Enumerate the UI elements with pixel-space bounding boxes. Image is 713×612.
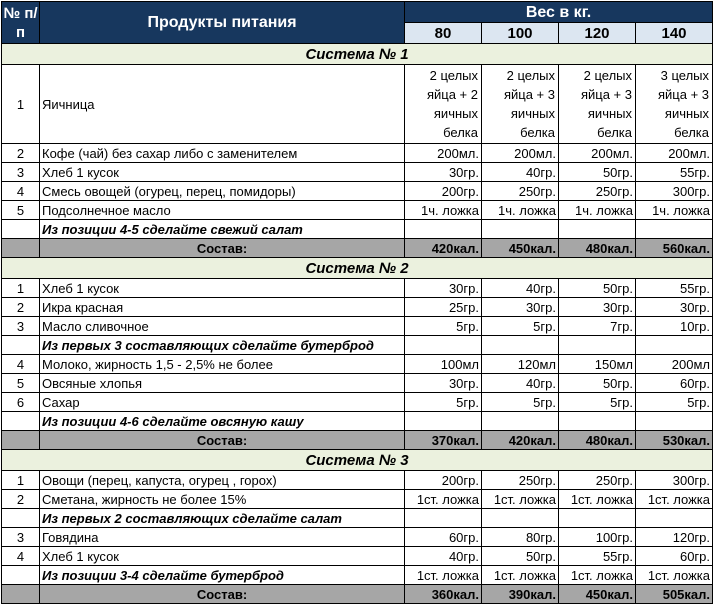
weight-value [482, 509, 559, 528]
row-number: 1 [2, 279, 40, 298]
row-number: 4 [2, 182, 40, 201]
product-name: Яичница [40, 65, 405, 144]
row-number-empty [2, 412, 40, 431]
weight-value [482, 336, 559, 355]
table-body [2, 44, 713, 604]
table-row [2, 163, 713, 182]
system-title-row [2, 450, 713, 471]
weight-value: 1ч. ложка [405, 201, 482, 220]
weight-value: 120гр. [636, 528, 713, 547]
weight-value: 60гр. [636, 547, 713, 566]
instruction-text: Из первых 2 составляющих сделайте салат [40, 509, 405, 528]
total-label: Состав: [40, 239, 405, 258]
weight-value: 5гр. [636, 393, 713, 412]
row-number: 3 [2, 163, 40, 182]
weight-value: 200мл. [482, 144, 559, 163]
product-name: Подсолнечное масло [40, 201, 405, 220]
weight-value: 200мл. [559, 144, 636, 163]
calories-value: 505кал. [636, 585, 713, 604]
weight-value [636, 220, 713, 239]
weight-value: 100мл [405, 355, 482, 374]
row-number: 6 [2, 393, 40, 412]
total-row [2, 585, 713, 604]
weight-value: 5гр. [482, 393, 559, 412]
row-number: 2 [2, 490, 40, 509]
diet-table [1, 1, 713, 604]
weight-value: 10гр. [636, 317, 713, 336]
total-row [2, 239, 713, 258]
row-number-empty [2, 509, 40, 528]
header-weight-120: 120 [559, 23, 636, 44]
total-row [2, 431, 713, 450]
weight-value: 40гр. [482, 279, 559, 298]
row-number-empty [2, 220, 40, 239]
weight-value [405, 220, 482, 239]
calories-value: 420кал. [405, 239, 482, 258]
calories-value: 360кал. [405, 585, 482, 604]
weight-value: 1ч. ложка [636, 201, 713, 220]
instruction-text: Из позиции 3-4 сделайте бутерброд [40, 566, 405, 585]
product-name: Хлеб 1 кусок [40, 163, 405, 182]
table-row [2, 471, 713, 490]
instruction-row [2, 336, 713, 355]
weight-value: 5гр. [482, 317, 559, 336]
weight-value: 55гр. [636, 163, 713, 182]
row-number-empty [2, 431, 40, 450]
product-name: Масло сливочное [40, 317, 405, 336]
instruction-text: Из позиции 4-6 сделайте овсяную кашу [40, 412, 405, 431]
table-row [2, 528, 713, 547]
weight-value [405, 412, 482, 431]
weight-value: 1ст. ложка [482, 566, 559, 585]
weight-value: 250гр. [559, 471, 636, 490]
weight-value: 40гр. [405, 547, 482, 566]
header-weight-80: 80 [405, 23, 482, 44]
weight-value: 250гр. [482, 182, 559, 201]
header-products: Продукты питания [40, 2, 405, 44]
calories-value: 390кал. [482, 585, 559, 604]
weight-value: 150мл [559, 355, 636, 374]
weight-value: 30гр. [482, 298, 559, 317]
row-number: 2 [2, 298, 40, 317]
weight-value: 60гр. [405, 528, 482, 547]
weight-value: 55гр. [559, 547, 636, 566]
weight-value: 7гр. [559, 317, 636, 336]
row-number-empty [2, 336, 40, 355]
weight-value: 2 целых яйца + 2 яичных белка [405, 65, 482, 144]
header-num: № п/п [2, 2, 40, 44]
system-title-row [2, 44, 713, 65]
row-number: 1 [2, 471, 40, 490]
weight-value: 3 целых яйца + 3 яичных белка [636, 65, 713, 144]
table-row [2, 182, 713, 201]
row-number-empty [2, 585, 40, 604]
weight-value [482, 220, 559, 239]
weight-value: 1ст. ложка [405, 490, 482, 509]
product-name: Хлеб 1 кусок [40, 547, 405, 566]
weight-value: 200мл. [636, 144, 713, 163]
weight-value [636, 509, 713, 528]
weight-value: 1ст. ложка [482, 490, 559, 509]
weight-value [636, 412, 713, 431]
weight-value: 2 целых яйца + 3 яичных белка [482, 65, 559, 144]
row-number-empty [2, 239, 40, 258]
table-row [2, 355, 713, 374]
header-weight: Вес в кг. [405, 2, 713, 23]
calories-value: 530кал. [636, 431, 713, 450]
weight-value: 30гр. [405, 279, 482, 298]
weight-value: 1ст. ложка [559, 490, 636, 509]
weight-value: 55гр. [636, 279, 713, 298]
weight-value [559, 220, 636, 239]
table-row [2, 374, 713, 393]
product-name: Сметана, жирность не более 15% [40, 490, 405, 509]
system-title: Система № 1 [2, 44, 713, 65]
calories-value: 450кал. [559, 585, 636, 604]
instruction-row [2, 509, 713, 528]
weight-value: 50гр. [559, 374, 636, 393]
calories-value: 370кал. [405, 431, 482, 450]
weight-value: 50гр. [559, 163, 636, 182]
product-name: Хлеб 1 кусок [40, 279, 405, 298]
weight-value: 5гр. [405, 317, 482, 336]
row-number: 3 [2, 317, 40, 336]
weight-value: 80гр. [482, 528, 559, 547]
weight-value: 1ч. ложка [482, 201, 559, 220]
total-label: Состав: [40, 585, 405, 604]
calories-value: 450кал. [482, 239, 559, 258]
header-weight-100: 100 [482, 23, 559, 44]
row-number: 4 [2, 547, 40, 566]
calories-value: 480кал. [559, 239, 636, 258]
weight-value: 200мл. [405, 144, 482, 163]
total-label: Состав: [40, 431, 405, 450]
product-name: Сахар [40, 393, 405, 412]
product-name: Смесь овощей (огурец, перец, помидоры) [40, 182, 405, 201]
row-number-empty [2, 566, 40, 585]
table-row [2, 490, 713, 509]
system-title: Система № 2 [2, 258, 713, 279]
table-row [2, 144, 713, 163]
instruction-row [2, 220, 713, 239]
weight-value: 30гр. [405, 374, 482, 393]
instruction-text: Из позиции 4-5 сделайте свежий салат [40, 220, 405, 239]
table-row [2, 393, 713, 412]
weight-value: 1ст. ложка [636, 566, 713, 585]
weight-value: 5гр. [405, 393, 482, 412]
weight-value: 30гр. [405, 163, 482, 182]
table-row [2, 201, 713, 220]
weight-value: 50гр. [482, 547, 559, 566]
weight-value [482, 412, 559, 431]
calories-value: 480кал. [559, 431, 636, 450]
weight-value: 40гр. [482, 163, 559, 182]
weight-value: 300гр. [636, 471, 713, 490]
weight-value [636, 336, 713, 355]
row-number: 2 [2, 144, 40, 163]
product-name: Кофе (чай) без сахар либо с заменителем [40, 144, 405, 163]
table-row [2, 279, 713, 298]
table-row [2, 317, 713, 336]
weight-value: 300гр. [636, 182, 713, 201]
weight-value [405, 336, 482, 355]
weight-value: 250гр. [482, 471, 559, 490]
weight-value: 60гр. [636, 374, 713, 393]
weight-value: 1ч. ложка [559, 201, 636, 220]
system-title: Система № 3 [2, 450, 713, 471]
row-number: 4 [2, 355, 40, 374]
weight-value: 200гр. [405, 471, 482, 490]
weight-value: 1ст. ложка [559, 566, 636, 585]
weight-value: 1ст. ложка [405, 566, 482, 585]
weight-value: 200гр. [405, 182, 482, 201]
weight-value: 100гр. [559, 528, 636, 547]
weight-value: 40гр. [482, 374, 559, 393]
table-row [2, 298, 713, 317]
weight-value: 30гр. [559, 298, 636, 317]
weight-value: 5гр. [559, 393, 636, 412]
table-row [2, 547, 713, 566]
product-name: Овсяные хлопья [40, 374, 405, 393]
product-name: Овощи (перец, капуста, огурец , горох) [40, 471, 405, 490]
instruction-row [2, 566, 713, 585]
weight-value: 2 целых яйца + 3 яичных белка [559, 65, 636, 144]
calories-value: 420кал. [482, 431, 559, 450]
row-number: 1 [2, 65, 40, 144]
weight-value: 250гр. [559, 182, 636, 201]
product-name: Говядина [40, 528, 405, 547]
row-number: 5 [2, 201, 40, 220]
weight-value: 120мл [482, 355, 559, 374]
header-weight-140: 140 [636, 23, 713, 44]
weight-value [405, 509, 482, 528]
weight-value [559, 509, 636, 528]
weight-value: 200мл [636, 355, 713, 374]
product-name: Молоко, жирность 1,5 - 2,5% не более [40, 355, 405, 374]
product-name: Икра красная [40, 298, 405, 317]
weight-value: 25гр. [405, 298, 482, 317]
weight-value: 30гр. [636, 298, 713, 317]
weight-value [559, 336, 636, 355]
table-row [2, 65, 713, 144]
calories-value: 560кал. [636, 239, 713, 258]
row-number: 5 [2, 374, 40, 393]
system-title-row [2, 258, 713, 279]
weight-value [559, 412, 636, 431]
row-number: 3 [2, 528, 40, 547]
weight-value: 1ст. ложка [636, 490, 713, 509]
instruction-text: Из первых 3 составляющих сделайте бутерброд [40, 336, 405, 355]
instruction-row [2, 412, 713, 431]
weight-value: 50гр. [559, 279, 636, 298]
